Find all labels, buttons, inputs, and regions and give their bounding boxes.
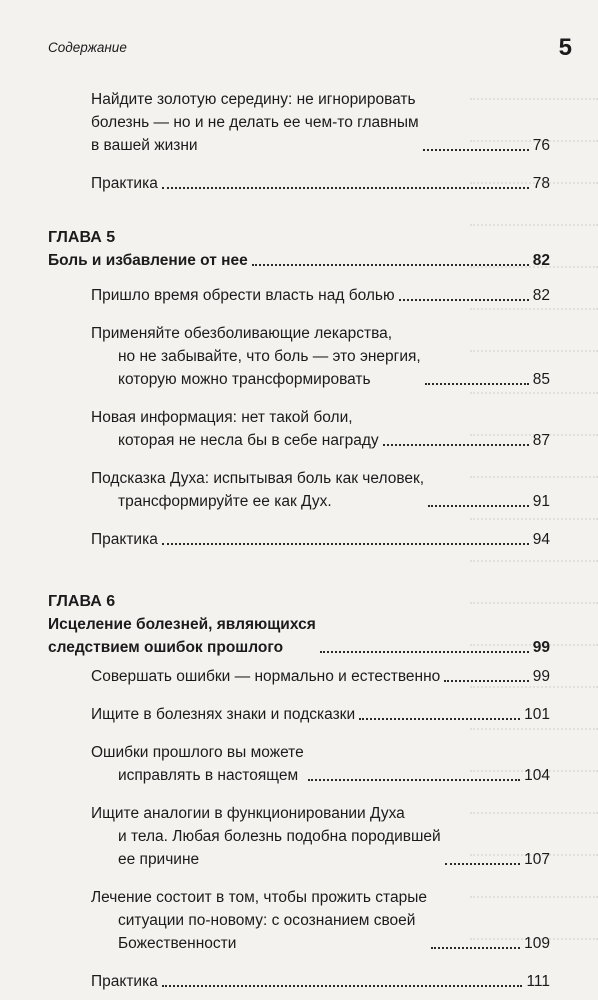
chapter-5-label: ГЛАВА 5 <box>48 229 116 246</box>
chapter-6-title-entry[interactable] <box>48 613 550 659</box>
toc-entry-line: ситуации по-новому: с осознанием своей <box>118 912 416 929</box>
toc-entry-text <box>91 284 395 307</box>
toc-entry-text <box>91 802 441 871</box>
dot-leader <box>162 543 529 545</box>
dot-leader <box>162 187 529 189</box>
toc-entry-line: ее причине <box>118 851 200 868</box>
toc-page-number: 99 <box>532 668 550 685</box>
toc-entry[interactable] <box>48 406 550 452</box>
toc-entry-line: болезнь — но и не делать ее чем-то главным <box>91 114 419 131</box>
toc-page-number: 104 <box>524 767 550 784</box>
page-header <box>48 36 572 66</box>
toc-entry-text <box>91 741 304 787</box>
dot-leader <box>431 947 520 949</box>
toc-page-number: 107 <box>524 851 550 868</box>
chapter-title-line: Боль и избавление от нее <box>48 252 248 269</box>
chapter-6-label: ГЛАВА 6 <box>48 593 116 610</box>
toc-entry-text <box>91 406 379 452</box>
toc-entry-line: Ищите в болезнях знаки и подсказки <box>91 706 356 723</box>
dot-leader <box>428 505 529 507</box>
chapter-title <box>48 249 248 272</box>
toc-page-number: 82 <box>532 252 550 269</box>
toc-entry[interactable] <box>48 970 550 993</box>
toc-entry-text <box>91 528 158 551</box>
toc-entry[interactable] <box>48 88 550 157</box>
toc-page-number: 111 <box>526 973 550 990</box>
toc-entry[interactable] <box>48 703 550 726</box>
toc-page-number: 82 <box>532 287 550 304</box>
toc-entry-text <box>91 467 424 513</box>
toc-entry-line: Ищите аналогии в функционировании Духа <box>91 805 405 822</box>
dot-leader <box>444 680 528 682</box>
toc-entry-line: Практика <box>91 973 158 990</box>
toc-entry[interactable] <box>48 284 550 307</box>
dot-leader <box>445 863 520 865</box>
dot-leader <box>383 444 529 446</box>
toc-page-number: 76 <box>532 137 550 154</box>
chapter-5-title-entry[interactable] <box>48 249 550 272</box>
toc-entry-line: Найдите золотую середину: не игнорировать <box>91 91 416 108</box>
toc-entry-line: но не забывайте, что боль — это энергия, <box>118 348 421 365</box>
toc-entry[interactable] <box>48 802 550 871</box>
toc-entry-line: и тела. Любая болезнь подобна породившей <box>118 828 441 845</box>
page-number: 5 <box>558 34 572 61</box>
toc-entry-line: в вашей жизни <box>91 137 198 154</box>
dot-leader <box>425 383 529 385</box>
toc-entry-text <box>91 172 158 195</box>
toc-entry-text <box>91 886 427 955</box>
chapter-title-line: следствием ошибок прошлого <box>48 639 284 656</box>
dot-leader <box>308 779 520 781</box>
toc-entry-text <box>91 322 421 391</box>
toc-page-number: 101 <box>524 706 550 723</box>
toc-entry-line: Ошибки прошлого вы можете <box>91 744 304 761</box>
toc-entry-line: Подсказка Духа: испытывая боль как человек, <box>91 470 425 487</box>
toc-entry-line: трансформируйте ее как Дух. <box>118 493 332 510</box>
dot-leader <box>320 651 529 653</box>
toc-entry-line: Совершать ошибки — нормально и естественно <box>91 668 441 685</box>
chapter-title <box>48 613 316 659</box>
toc-entry-text <box>91 88 419 157</box>
toc-entry-line: Лечение состоит в том, чтобы прожить старые <box>91 889 427 906</box>
toc-page-number: 85 <box>532 371 550 388</box>
toc-entry[interactable] <box>48 886 550 955</box>
dot-leader <box>162 985 523 987</box>
toc-entry-line: Пришло время обрести власть над болью <box>91 287 395 304</box>
toc-page-number: 109 <box>524 935 550 952</box>
dot-leader <box>423 149 529 151</box>
toc-entry-text <box>91 970 158 993</box>
toc-entry[interactable] <box>48 172 550 195</box>
dot-leader <box>359 718 520 720</box>
dot-leader <box>399 299 529 301</box>
toc-entry[interactable] <box>48 322 550 391</box>
toc-page-number: 94 <box>532 531 550 548</box>
toc-entry[interactable] <box>48 665 550 688</box>
toc-entry-line: которая не несла бы в себе награду <box>118 432 379 449</box>
running-title: Содержание <box>48 40 127 55</box>
toc-page-number: 87 <box>532 432 550 449</box>
toc-entry-line: Применяйте обезболивающие лекарства, <box>91 325 393 342</box>
toc-entry-line: Практика <box>91 531 158 548</box>
table-of-contents <box>48 88 550 993</box>
toc-page-number: 78 <box>532 175 550 192</box>
toc-entry[interactable] <box>48 528 550 551</box>
toc-page-number: 99 <box>532 639 550 656</box>
chapter-title-line: Исцеление болезней, являющихся <box>48 616 316 633</box>
toc-entry-line: Новая информация: нет такой боли, <box>91 409 353 426</box>
toc-entry[interactable] <box>48 467 550 513</box>
toc-entry-line: Практика <box>91 175 158 192</box>
toc-page-number: 91 <box>532 493 550 510</box>
toc-entry-line: исправлять в настоящем <box>118 767 299 784</box>
dot-leader <box>252 264 529 266</box>
toc-entry-text <box>91 703 355 726</box>
toc-entry-line: Божественности <box>118 935 237 952</box>
toc-entry[interactable] <box>48 741 550 787</box>
toc-entry-line: которую можно трансформировать <box>118 371 371 388</box>
toc-entry-text <box>91 665 440 688</box>
